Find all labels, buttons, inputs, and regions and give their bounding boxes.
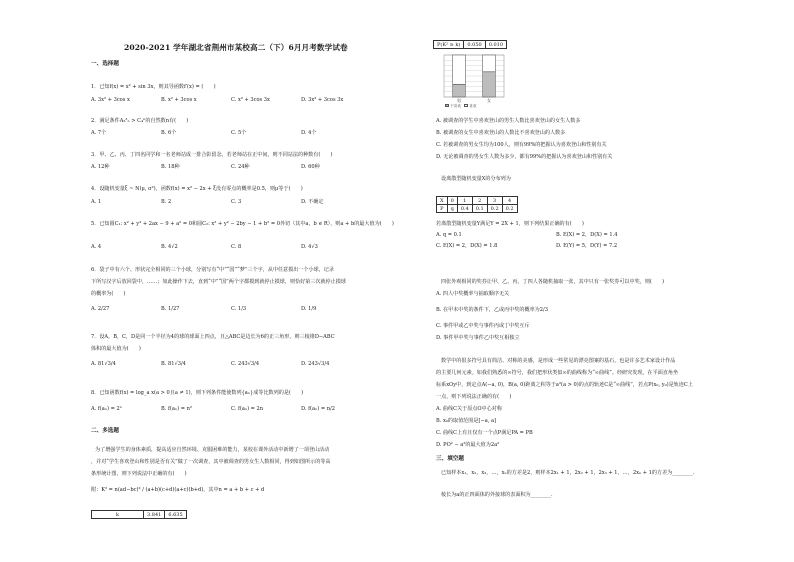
option[interactable]: B. 81√3/4 — [161, 361, 186, 367]
option[interactable]: A. 4 — [91, 244, 102, 250]
option[interactable]: D. f(aₙ) = n/2 — [301, 406, 335, 412]
table-cell: P(K² ≥ k) — [434, 41, 464, 49]
question-9-stem-line3: 条形统计图，则下列说法中正确的有( ) — [91, 471, 187, 477]
q9-option-d[interactable]: D. 无论被调查的男女生人数为多少，都有99%的把握认为喜欢登山和性别有关 — [436, 154, 613, 160]
table-cell: q — [447, 205, 457, 213]
question-5-options — [91, 244, 371, 250]
bar-like — [453, 55, 466, 84]
question-12-option-c[interactable]: C. 曲线C上有且仅有一个点P满足PA = PB — [436, 430, 533, 436]
option[interactable]: C. x² + 3cos 3x — [231, 97, 270, 103]
question-11-option-d[interactable]: D. 事件甲中奖与事件乙中奖互相独立 — [436, 335, 520, 341]
question-4-options — [91, 199, 371, 205]
option[interactable]: B. x² + 3cos x — [161, 97, 197, 103]
question-12-stem-line4: 一点，则下列说法正确的有( ) — [436, 394, 512, 400]
question-4-stem: 4．设随机变量ξ ~ N(μ, σ²)，函数f(x) = x² − 2x + ξ没有零点的概率是0.5，则μ等于( ) — [91, 186, 303, 192]
table-cell: 0.4 — [457, 205, 472, 213]
question-9-formula: 附：K² = n(ad−bc)² / (a+b)(c+d)(a+c)(b+d)，其中n = a + b + c + d — [91, 487, 265, 493]
q9-option-b[interactable]: B. 被调查的女生中喜欢登山的人数比不喜欢登山的人数多 — [436, 130, 566, 136]
probability-table — [433, 40, 507, 49]
question-13: 已知样本x₁，x₂，x₃，…，xₙ的方差是2，则样本2x₁ + 1，2x₂ + 1，2x₃ + 1，…，2xₙ + 1的方差为________. — [441, 470, 695, 476]
q9-option-a[interactable]: A. 被调查的学生中喜欢登山的男生人数比喜欢登山的女生人数多 — [436, 118, 581, 124]
question-8-stem: 8．已知函数f(x) = log_a x(a > 0且a ≠ 1)，则下列条件能使数列{aₙ}成等比数列的是( ) — [91, 390, 304, 396]
option[interactable]: B. 1/27 — [161, 306, 180, 312]
legend-label: 喜欢 — [469, 104, 477, 108]
question-6-stem-line2: 下所写汉字后放回袋中，……；如此操作下去，直到“中”“国”两个字都摸到就停止摸球，则恰好第三次就停止摸球 — [91, 279, 346, 285]
question-10-stem: 设离散型随机变量X的分布列为 — [441, 176, 511, 182]
question-2-stem: 2．满足条件A₃²ₙ > C₄ⁿ的自然数n有( ) — [91, 118, 189, 124]
table-cell: 3.841 — [144, 511, 165, 519]
question-12-stem-line2: 的主要几何元素。如我们熟悉的∞符号，我们把形状类似∞的曲线称为“∞曲线”。经研究发现，在平面直角坐 — [436, 370, 679, 376]
question-11-option-a[interactable]: A. 四人中奖概率与抽取顺序无关 — [436, 291, 510, 297]
option[interactable]: D. 3x² + 3cos 3x — [301, 97, 344, 103]
question-7-stem-line2: 体积的最大值为( ) — [91, 346, 141, 352]
option[interactable]: C. 5个 — [231, 130, 247, 136]
distribution-table — [436, 196, 518, 213]
question-9-stem-line1: 为了增强学生的身体素质，提高适应自然环境、克服困难的能力，某校在课外活动中新增了一项登山活动 — [95, 447, 330, 453]
question-1-options — [91, 97, 371, 103]
table-cell: 0.2 — [502, 205, 517, 213]
table-cell: 0.010 — [485, 41, 506, 49]
table-cell: 3 — [487, 197, 502, 205]
tick-label: 男 — [457, 98, 461, 103]
option[interactable]: D. 不确定 — [301, 199, 324, 205]
table-cell: k — [92, 511, 144, 519]
question-12-stem-line3: 标系xOy中，到定点A(−a, 0)，B(a, 0)距离之积等于a²(a > 0)的点的轨迹C是“∞曲线”，若点P(x₀, y₀)是轨迹C上 — [436, 382, 693, 388]
option[interactable]: C. 24种 — [231, 164, 250, 170]
option[interactable]: C. f(aₙ) = 2n — [231, 406, 264, 412]
stacked-bar-chart — [436, 52, 508, 110]
question-1-stem: 1．已知f(x) = x² + sin 3x，则其导函数f′(x) = ( ) — [91, 84, 216, 90]
option[interactable]: B. 2 — [161, 199, 172, 205]
option[interactable]: B. 4√2 — [161, 244, 178, 250]
table-cell: 4 — [502, 197, 517, 205]
question-2-options — [91, 130, 371, 136]
option[interactable]: C. 3 — [231, 199, 242, 205]
question-11-option-c[interactable]: C. 事件甲或乙中奖与事件丙或丁中奖互斥 — [436, 323, 530, 329]
page-title: 2020-2021 学年湖北省荆州市某校高二（下）6月月考数学试卷 — [124, 43, 348, 52]
question-12-option-a[interactable]: A. 曲线C关于原点O中心对称 — [436, 406, 502, 412]
section-fill-in: 三、填空题 — [436, 456, 464, 462]
question-6-stem-line3: 的概率为( ) — [91, 291, 126, 297]
table-cell: P — [437, 205, 448, 213]
bar-dislike — [453, 84, 466, 97]
question-14: 棱长为a的正四面体的外接球的表面积为________. — [441, 492, 553, 498]
section-multi-select: 二、多选题 — [91, 428, 119, 434]
option[interactable]: A. 3x² + 3cos x — [91, 97, 130, 103]
question-11-stem: 四张外观相同的奖券让甲、乙、丙、丁四人各随机抽取一张，其中只有一张奖券可以中奖，则( ) — [441, 279, 665, 285]
question-8-options — [91, 406, 371, 412]
table-cell: X — [437, 197, 448, 205]
question-3-stem: 3．甲、乙、丙、丁四名同学和一名老师站成一排合影留念，若老师站在正中间，则不同站法的种数有( ) — [91, 152, 333, 158]
question-9-stem-line2: ，并对“学生喜欢登山和性别是否有关”做了一次调查，其中被调查的男女生人数相同，得到如图所示的等高 — [91, 459, 331, 465]
bar-like — [483, 55, 496, 72]
k-value-table — [91, 510, 187, 519]
chart-legend — [445, 104, 476, 109]
legend-swatch-like — [464, 104, 468, 107]
option[interactable]: D. 1/9 — [301, 306, 317, 312]
legend-swatch-dislike — [445, 104, 449, 107]
option[interactable]: C. 243√3/4 — [231, 361, 260, 367]
question-7-stem-line1: 7．设A，B，C，D是同一个半径为4的球的球面上四点，且△ABC是边长为6的正三角形，则三棱锥D−ABC — [91, 334, 335, 340]
question-10-option-d[interactable]: D. E(Y) = 5，D(Y) = 7.2 — [556, 243, 618, 249]
question-5-stem: 5．已知圆C₁: x² + y² + 2ax − 9 + a² = 0和圆C₂: x² + y² − 2by − 1 + b² = 0外切（其中a，b ∈ R），则a + b的最大值为( ) — [91, 221, 394, 227]
legend-label: 不喜欢 — [450, 104, 461, 108]
tick-label: 女 — [487, 98, 491, 103]
question-6-options — [91, 306, 371, 312]
section-multiple-choice: 一、选择题 — [91, 61, 119, 67]
option[interactable]: B. f(aₙ) = n² — [161, 406, 192, 412]
option[interactable]: D. 4个 — [301, 130, 317, 136]
option[interactable]: C. 1/3 — [231, 306, 247, 312]
option[interactable]: D. 243√3/4 — [301, 361, 330, 367]
option[interactable]: A. 7个 — [91, 130, 107, 136]
option[interactable]: D. 60种 — [301, 164, 320, 170]
table-cell: 0 — [447, 197, 457, 205]
question-10-stem2: 若离散型随机变量Y满足Y = 2X + 1，则下列结果正确的有( ) — [436, 221, 584, 227]
option[interactable]: C. 8 — [231, 244, 242, 250]
table-cell: 0.050 — [464, 41, 485, 49]
q9-option-c[interactable]: C. 若被调查的男女生均为100人，则有99%的把握认为喜欢登山和性别有关 — [436, 142, 607, 148]
question-12-option-b[interactable]: B. x₀的取值范围是[−a, a] — [436, 418, 497, 424]
question-10-option-b[interactable]: B. E(X) = 2，D(X) = 1.4 — [556, 232, 618, 238]
table-cell: 6.635 — [165, 511, 186, 519]
option[interactable]: A. 1 — [91, 199, 102, 205]
option[interactable]: A. 81√3/4 — [91, 361, 116, 367]
option[interactable]: B. 18种 — [161, 164, 180, 170]
option[interactable]: A. f(aₙ) = 2ⁿ — [91, 406, 122, 412]
table-cell: 1 — [457, 197, 472, 205]
question-12-stem-line1: 数学中的很多符号具有简洁、对称的美感，是形成一些常见的漂亮图案的基石，也是许多艺术家设计作品 — [441, 358, 676, 364]
table-cell: 2 — [472, 197, 487, 205]
option[interactable]: D. 4√3 — [301, 244, 318, 250]
question-7-options — [91, 361, 371, 367]
question-3-options — [91, 164, 371, 170]
option[interactable]: A. 2/27 — [91, 306, 110, 312]
table-cell: 0.1 — [472, 205, 487, 213]
option[interactable]: A. 12种 — [91, 164, 110, 170]
question-11-option-b[interactable]: B. 在甲未中奖的条件下，乙或丙中奖的概率为2/3 — [436, 307, 548, 313]
question-10-option-c[interactable]: C. E(X) = 2，D(X) = 1.8 — [436, 243, 498, 249]
table-cell: 0.2 — [487, 205, 502, 213]
bar-dislike — [483, 72, 496, 97]
question-10-option-a[interactable]: A. q = 0.1 — [436, 232, 462, 238]
question-12-option-d[interactable]: D. PO² − a²的最大值为2a² — [436, 442, 500, 448]
question-6-stem-line1: 6．袋子中有六个、形状完全相同的三个小球，分别写有“中”“国”“梦”三个字，从中任意摸出一个小球，记录 — [91, 267, 334, 273]
option[interactable]: B. 6个 — [161, 130, 177, 136]
